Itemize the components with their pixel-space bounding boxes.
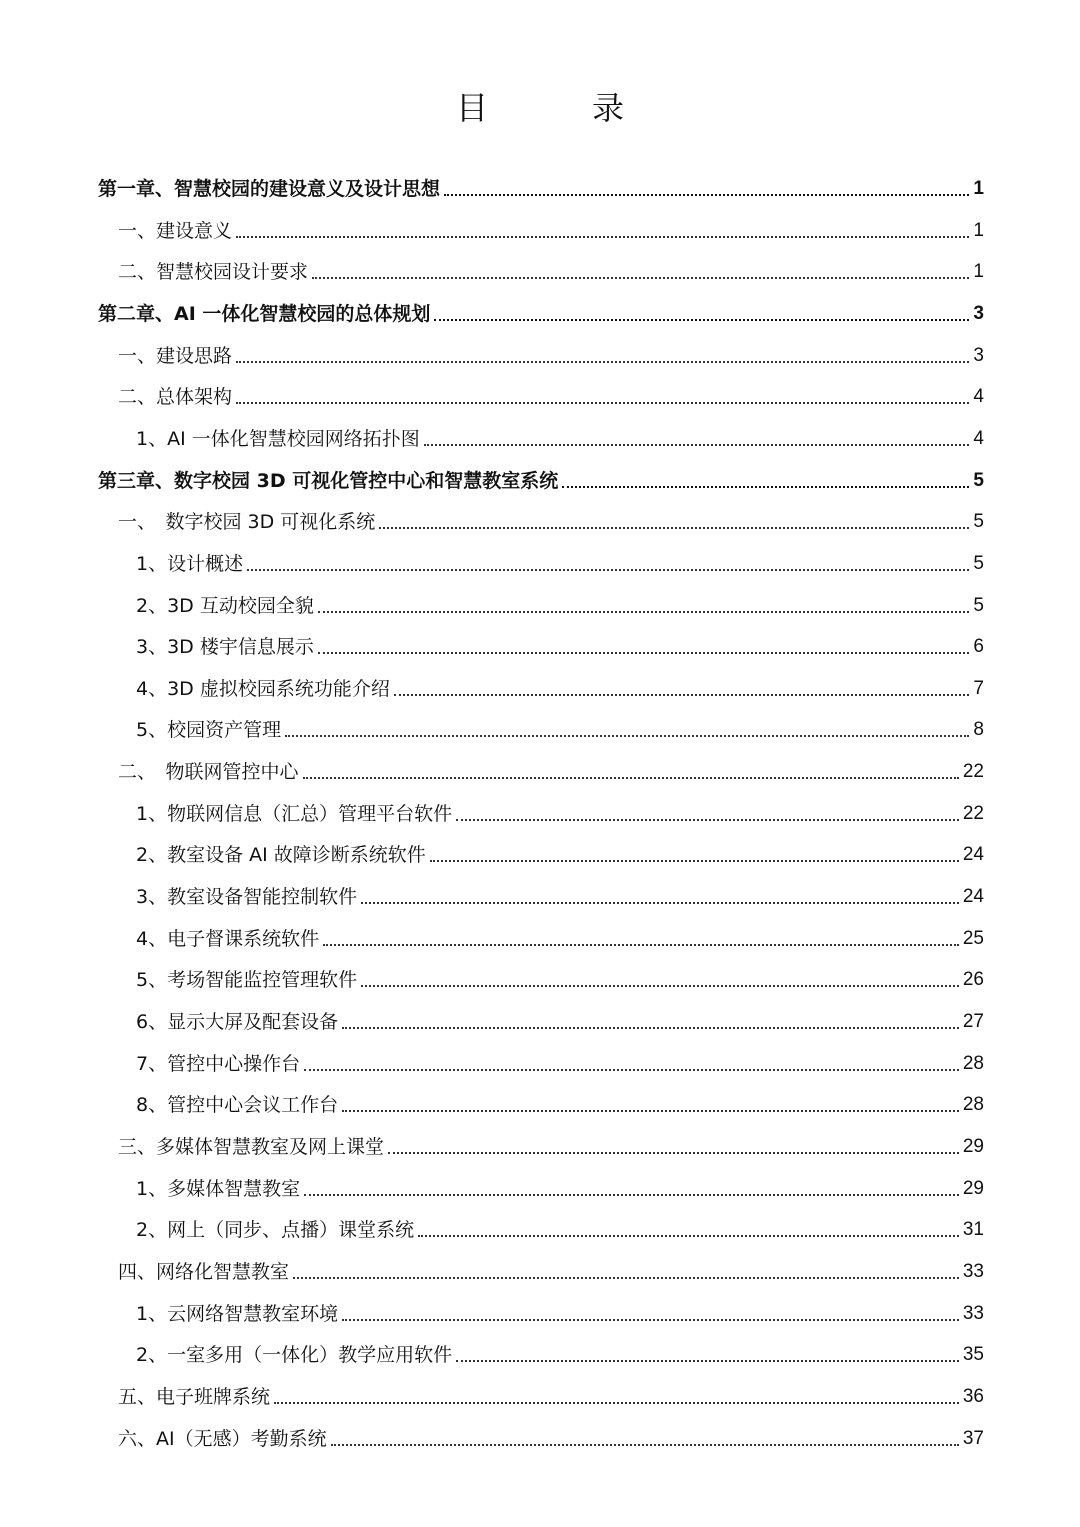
toc-entry-label: 4、3D 虚拟校园系统功能介绍	[136, 677, 390, 700]
toc-entry[interactable]	[136, 1088, 984, 1118]
toc-page-number: 35	[962, 1344, 984, 1366]
toc-chapter-entry[interactable]	[98, 464, 984, 494]
toc-dot-leader	[274, 1402, 959, 1404]
toc-entry-label: 一、建设意义	[118, 219, 233, 242]
toc-entry-label: 第二章、AI 一体化智慧校园的总体规划	[98, 302, 431, 325]
toc-entry-label: 一、建设思路	[118, 344, 233, 367]
toc-entry-label: 六、AI（无感）考勤系统	[118, 1427, 327, 1450]
toc-dot-leader	[361, 985, 959, 987]
toc-entry[interactable]	[136, 589, 984, 619]
toc-entry-label: 8、管控中心会议工作台	[136, 1094, 339, 1117]
toc-entry[interactable]	[136, 797, 984, 827]
toc-dot-leader	[456, 819, 959, 821]
toc-entry[interactable]	[118, 1422, 984, 1452]
toc-page-number: 24	[962, 886, 984, 908]
toc-entry-label: 2、教室设备 AI 故障诊断系统软件	[136, 844, 426, 867]
toc-page-number: 4	[973, 427, 984, 449]
toc-page-number: 3	[973, 344, 984, 366]
toc-page-number: 1	[973, 178, 984, 199]
toc-page-number: 5	[973, 594, 984, 616]
toc-entry-label: 第三章、数字校园 3D 可视化管控中心和智慧教室系统	[98, 469, 559, 492]
toc-page-number: 3	[973, 302, 984, 324]
toc-dot-leader	[304, 1069, 959, 1071]
toc-page-number: 22	[962, 761, 984, 783]
toc-entry-label: 三、多媒体智慧教室及网上课堂	[118, 1135, 385, 1158]
toc-dot-leader	[236, 236, 969, 238]
toc-dot-leader	[293, 1277, 959, 1279]
toc-entry-label: 2、3D 互动校园全貌	[136, 594, 314, 617]
toc-entry-label: 2、网上（同步、点播）课堂系统	[136, 1219, 415, 1242]
toc-entry-label: 一、 数字校园 3D 可视化系统	[118, 511, 376, 534]
toc-entry-label: 1、多媒体智慧教室	[136, 1177, 301, 1200]
toc-page-number: 27	[962, 1011, 984, 1032]
toc-entry-label: 1、物联网信息（汇总）管理平台软件	[136, 802, 453, 825]
toc-entry[interactable]	[136, 1297, 984, 1327]
toc-page-number: 36	[962, 1385, 984, 1407]
toc-page-number: 29	[962, 1135, 984, 1157]
toc-entry[interactable]	[118, 255, 984, 285]
toc-chapter-entry[interactable]	[98, 172, 984, 202]
toc-entry[interactable]	[136, 713, 984, 743]
toc-page-number: 1	[973, 219, 984, 241]
toc-entry-label: 1、AI 一体化智慧校园网络拓扑图	[136, 427, 420, 450]
toc-entry-label: 1、云网络智慧教室环境	[136, 1302, 339, 1325]
toc-entry[interactable]	[136, 1005, 984, 1035]
toc-page-number: 6	[973, 636, 984, 658]
toc-entry[interactable]	[118, 505, 984, 535]
toc-dot-leader	[418, 1235, 959, 1237]
toc-dot-leader	[318, 652, 970, 654]
toc-page-number: 33	[962, 1260, 984, 1282]
toc-dot-leader	[444, 194, 969, 196]
toc-dot-leader	[285, 735, 969, 737]
toc-page-number: 4	[973, 386, 984, 408]
toc-page-number: 25	[962, 927, 984, 949]
toc-page-number: 28	[962, 1094, 984, 1116]
toc-entry-label: 3、教室设备智能控制软件	[136, 886, 358, 909]
toc-page-number: 33	[962, 1302, 984, 1324]
toc-entry-label: 二、智慧校园设计要求	[118, 261, 309, 284]
toc-entry-label: 4、电子督课系统软件	[136, 927, 320, 950]
toc-page-number: 5	[973, 469, 984, 491]
toc-entry-label: 二、总体架构	[118, 386, 233, 409]
toc-dot-leader	[247, 569, 969, 571]
toc-entry[interactable]	[136, 1213, 984, 1243]
toc-page-number: 31	[962, 1219, 984, 1241]
toc-entry[interactable]	[118, 1255, 984, 1285]
toc-entry[interactable]	[136, 672, 984, 702]
toc-dot-leader	[323, 944, 959, 946]
toc-entry[interactable]	[136, 422, 984, 452]
toc-entry[interactable]	[118, 1380, 984, 1410]
toc-dot-leader	[304, 1194, 959, 1196]
toc-page-number: 1	[973, 261, 984, 283]
toc-page-number: 22	[962, 802, 984, 824]
toc-dot-leader	[236, 402, 969, 404]
toc-entry[interactable]	[136, 922, 984, 952]
toc-page-number: 28	[962, 1052, 984, 1074]
toc-page-number: 24	[962, 844, 984, 866]
toc-dot-leader	[379, 527, 969, 529]
toc-dot-leader	[303, 777, 959, 779]
toc-chapter-entry[interactable]	[98, 297, 984, 327]
toc-dot-leader	[342, 1319, 959, 1321]
toc-entry-label: 四、网络化智慧教室	[118, 1260, 290, 1283]
toc-dot-leader	[361, 902, 959, 904]
toc-entry[interactable]	[118, 339, 984, 369]
toc-entry-label: 6、显示大屏及配套设备	[136, 1011, 339, 1033]
toc-entry-label: 二、 物联网管控中心	[118, 761, 299, 784]
toc-page-number: 37	[962, 1427, 984, 1449]
toc-entry-label: 7、管控中心操作台	[136, 1052, 301, 1075]
toc-entry[interactable]	[136, 838, 984, 868]
toc-dot-leader	[342, 1110, 959, 1112]
toc-entry[interactable]	[136, 880, 984, 910]
toc-entry-label: 五、电子班牌系统	[118, 1385, 271, 1408]
toc-entry[interactable]	[136, 630, 984, 660]
toc-dot-leader	[394, 694, 970, 696]
toc-dot-leader	[388, 1152, 959, 1154]
toc-entry[interactable]	[136, 1338, 984, 1368]
toc-dot-leader	[456, 1360, 959, 1362]
toc-entry-label: 2、一室多用（一体化）教学应用软件	[136, 1344, 453, 1367]
toc-entry[interactable]	[118, 755, 984, 785]
toc-page-number: 26	[962, 969, 984, 991]
toc-page-number: 7	[973, 677, 984, 699]
toc-page-number: 5	[973, 552, 984, 574]
toc-entry-label: 5、校园资产管理	[136, 719, 282, 742]
toc-entry[interactable]	[118, 1130, 984, 1160]
toc-page-number: 5	[973, 511, 984, 533]
toc-entry[interactable]	[136, 963, 984, 993]
toc-entry[interactable]	[118, 214, 984, 244]
toc-dot-leader	[312, 277, 969, 279]
toc-dot-leader	[424, 444, 970, 446]
toc-page-number: 29	[962, 1177, 984, 1199]
toc-entry[interactable]	[136, 547, 984, 577]
toc-dot-leader	[430, 860, 959, 862]
toc-dot-leader	[331, 1444, 959, 1446]
toc-page-number: 8	[973, 719, 984, 741]
toc-dot-leader	[562, 486, 969, 488]
page-title: 目 录	[455, 89, 660, 127]
toc-entry[interactable]	[136, 1047, 984, 1077]
toc-dot-leader	[318, 611, 970, 613]
toc-entry-label: 3、3D 楼宇信息展示	[136, 636, 314, 659]
toc-entry-label: 1、设计概述	[136, 552, 244, 575]
toc-entry[interactable]	[136, 1172, 984, 1202]
toc-dot-leader	[434, 319, 969, 321]
toc-entry-label: 第一章、智慧校园的建设意义及设计思想	[98, 178, 441, 200]
toc-dot-leader	[236, 361, 969, 363]
toc-dot-leader	[342, 1027, 959, 1029]
toc-entry[interactable]	[118, 380, 984, 410]
toc-entry-label: 5、考场智能监控管理软件	[136, 969, 358, 992]
